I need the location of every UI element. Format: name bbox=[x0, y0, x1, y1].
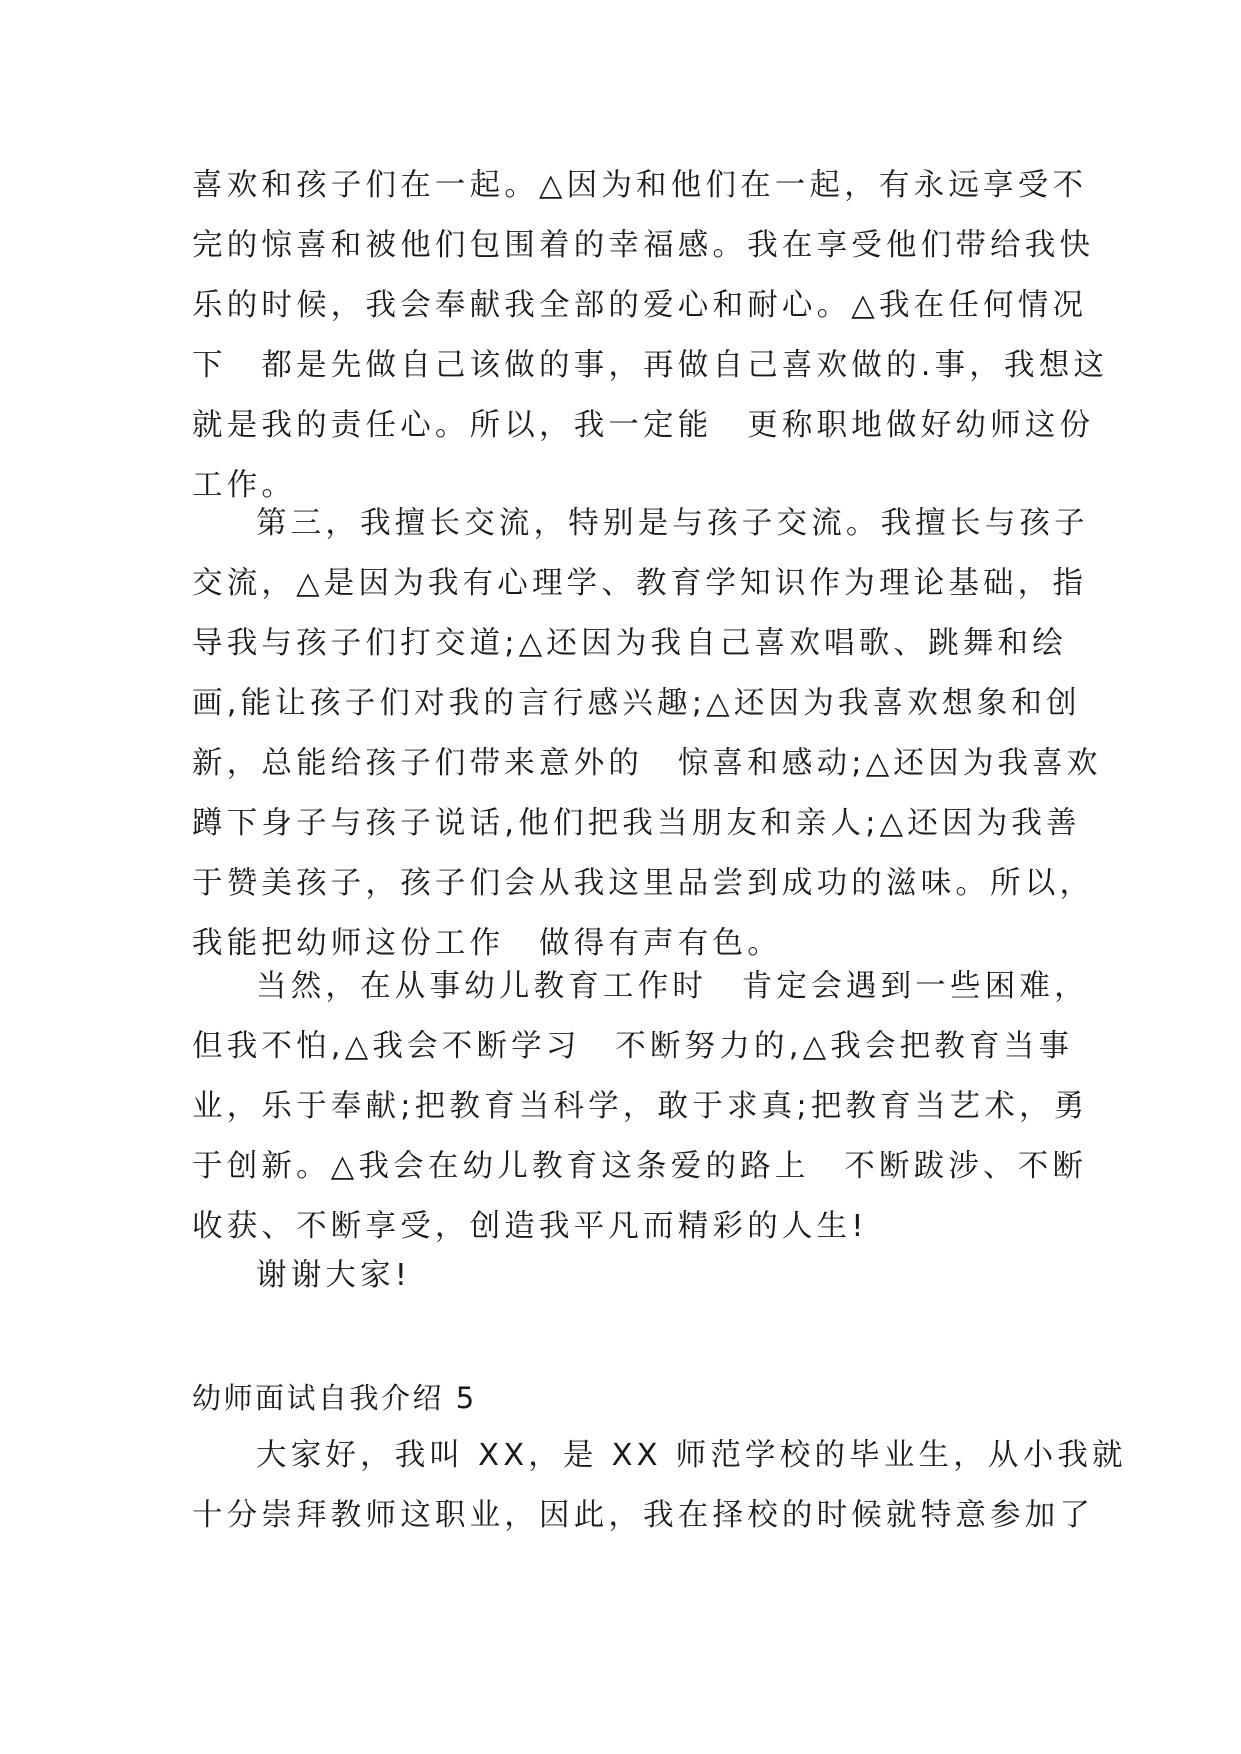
text-line: 但我不怕,△我会不断学习 不断努力的,△我会把教育当事 bbox=[192, 1029, 1074, 1064]
section-heading: 幼师面试自我介绍 5 bbox=[192, 1381, 477, 1415]
text-line: 就是我的责任心。所以，我一定能 更称职地做好幼师这份 bbox=[192, 408, 1095, 443]
text-line: 乐的时候，我会奉献我全部的爱心和耐心。△我在任何情况 bbox=[192, 288, 1088, 323]
text-line: 当然，在从事幼儿教育工作时 肯定会遇到一些困难， bbox=[256, 969, 1089, 1004]
text-line: 第三，我擅长交流，特别是与孩子交流。我擅长与孩子 bbox=[256, 506, 1089, 541]
text-line: 十分崇拜教师这职业，因此，我在择校的时候就特意参加了 bbox=[192, 1498, 1095, 1533]
text-line: 完的惊喜和被他们包围着的幸福感。我在享受他们带给我快 bbox=[192, 228, 1095, 263]
text-line: 业，乐于奉献;把教育当科学，敢于求真;把教育当艺术，勇 bbox=[192, 1089, 1089, 1124]
text-line: 谢谢大家! bbox=[256, 1258, 412, 1293]
text-line: 新，总能给孩子们带来意外的 惊喜和感动;△还因为我喜欢 bbox=[192, 746, 1102, 781]
text-line: 我能把幼师这份工作 做得有声有色。 bbox=[192, 926, 782, 961]
text-line: 于赞美孩子，孩子们会从我这里品尝到成功的滋味。所以， bbox=[192, 866, 1095, 901]
paragraph-love-children bbox=[192, 156, 1109, 516]
text-line: 蹲下身子与孩子说话,他们把我当朋友和亲人;△还因为我善 bbox=[192, 806, 1081, 841]
text-line: 下 都是先做自己该做的事，再做自己喜欢做的.事，我想这 bbox=[192, 348, 1109, 383]
text-line: 喜欢和孩子们在一起。△因为和他们在一起，有永远享受不 bbox=[192, 168, 1088, 203]
paragraph-thanks bbox=[192, 1246, 1072, 1306]
text-line: 画,能让孩子们对我的言行感兴趣;△还因为我喜欢想象和创 bbox=[192, 686, 1081, 721]
text-line: 大家好，我叫 XX，是 XX 师范学校的毕业生，从小我就 bbox=[256, 1438, 1127, 1473]
text-line: 于创新。△我会在幼儿教育这条爱的路上 不断跋涉、不断 bbox=[192, 1149, 1088, 1184]
text-line: 收获、不断享受，创造我平凡而精彩的人生! bbox=[192, 1209, 868, 1244]
paragraph-difficulties bbox=[192, 957, 1089, 1257]
text-line: 导我与孩子们打交道;△还因为我自己喜欢唱歌、跳舞和绘 bbox=[192, 626, 1067, 661]
text-line: 交流，△是因为我有心理学、教育学知识作为理论基础，指 bbox=[192, 566, 1088, 601]
paragraph-introduction bbox=[192, 1426, 1127, 1546]
text-line: 工作。 bbox=[192, 468, 297, 503]
paragraph-communication bbox=[192, 494, 1102, 974]
